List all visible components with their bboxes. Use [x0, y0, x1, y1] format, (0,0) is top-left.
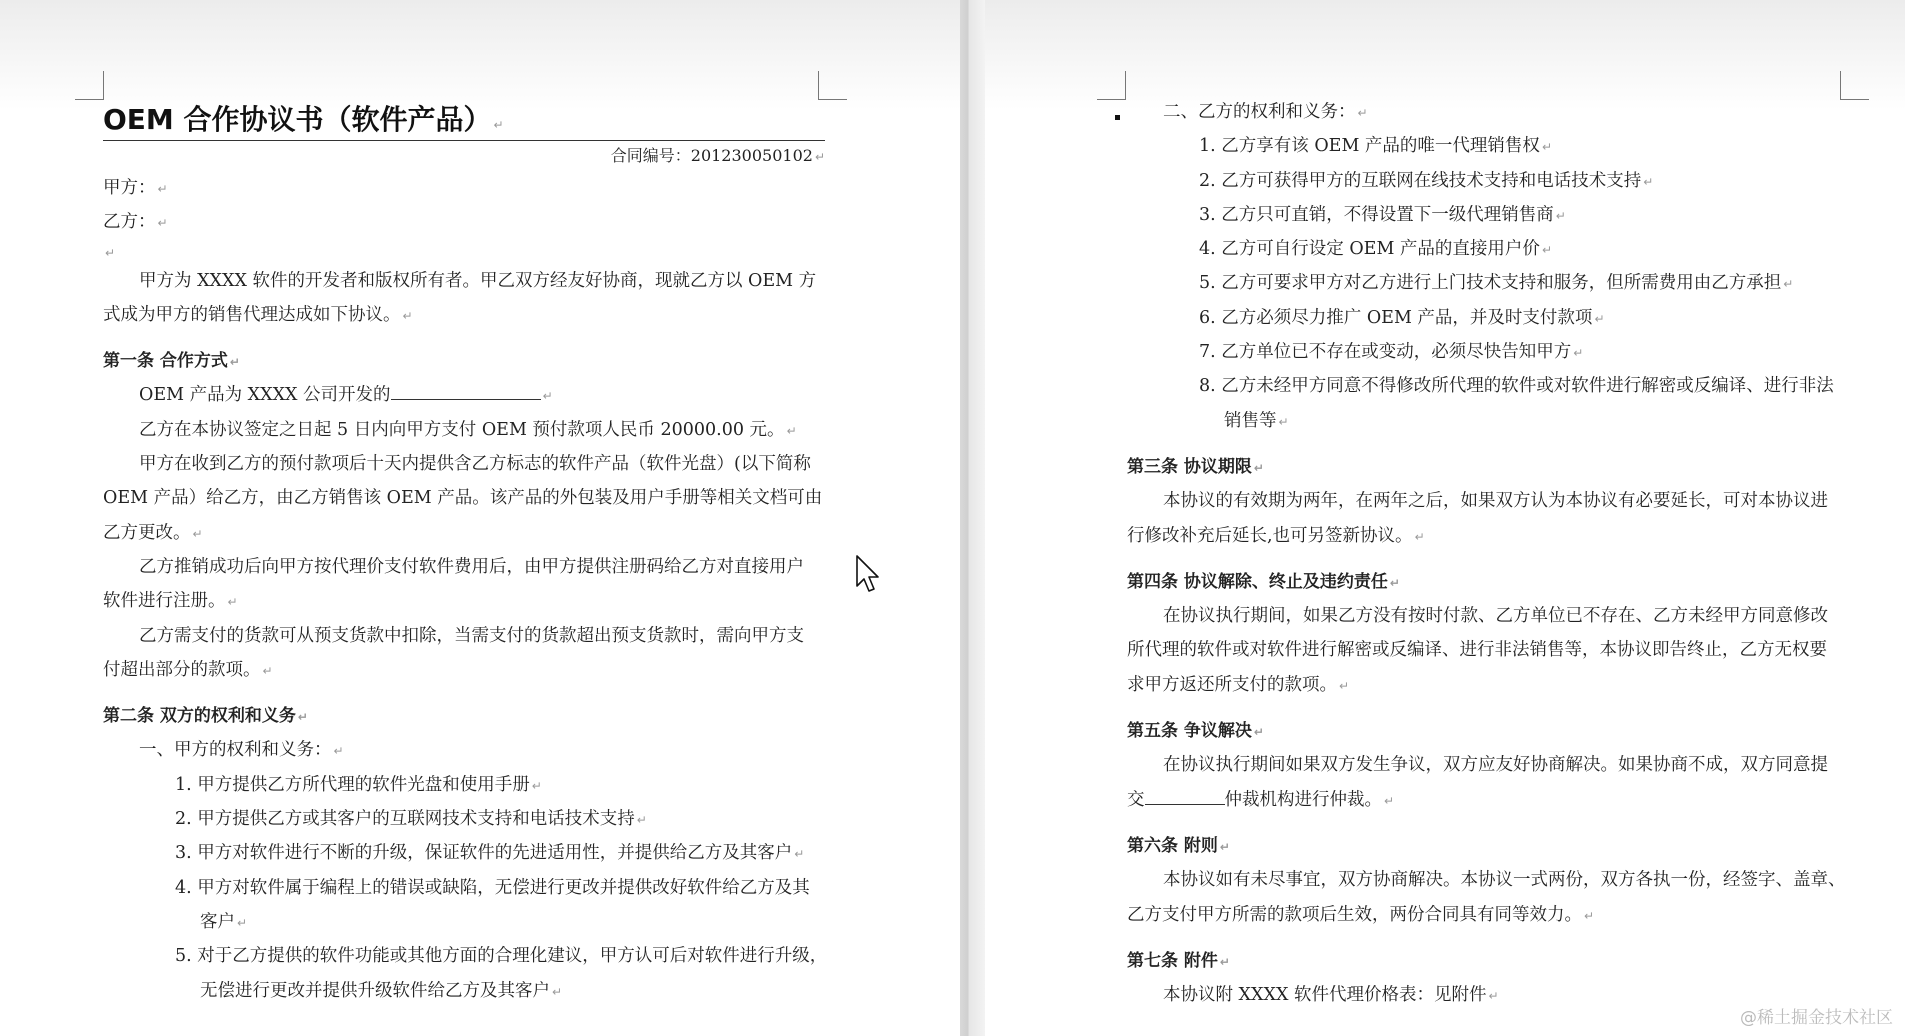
blank-underline: [1145, 786, 1225, 805]
article-1-p4: 乙方推销成功后向甲方按代理价支付软件费用后，由甲方提供注册码给乙方对直接用户: [139, 556, 804, 577]
article-4-p1-end: 求甲方返还所支付的款项。 ↵: [1127, 674, 1350, 695]
list-item: 2. 甲方提供乙方或其客户的互联网技术支持和电话技术支持 ↵: [175, 809, 647, 830]
list-item-cont: 无偿进行更改并提供升级软件给乙方及其客户 ↵: [200, 980, 563, 1001]
contract-number-text: 合同编号：201230050102: [610, 146, 813, 165]
list-item: 1. 甲方提供乙方所代理的软件光盘和使用手册 ↵: [175, 774, 542, 795]
article-3-p1: 本协议的有效期为两年，在两年之后，如果双方认为本协议有必要延长，可对本协议进: [1163, 491, 1828, 512]
article-1-p3: 甲方在收到乙方的预付款项后十天内提供含乙方标志的软件产品（软件光盘）(以下简称: [139, 454, 811, 475]
page-gutter: [960, 0, 985, 1036]
article-4-p1: 在协议执行期间，如果乙方没有按时付款、乙方单位已不存在、乙方未经甲方同意修改: [1163, 606, 1828, 627]
watermark: @稀土掘金技术社区: [1740, 1008, 1893, 1028]
empty-paragraph: ↵: [105, 245, 116, 260]
article-1-p4-cont: 软件进行注册。 ↵: [103, 591, 238, 612]
list-item: 4. 甲方对软件属于编程上的错误或缺陷，无偿进行更改并提供改好软件给乙方及其: [175, 877, 810, 898]
mouse-pointer-icon: [855, 554, 881, 594]
article-5-heading: 第五条 争议解决 ↵: [1127, 721, 1264, 742]
article-7-p1: 本协议附 XXXX 软件代理价格表：见附件 ↵: [1163, 985, 1499, 1006]
document-body[interactable]: [103, 98, 828, 1008]
document-title: OEM 合作协议书（软件产品）: [103, 103, 492, 136]
article-4-heading: 第四条 协议解除、终止及违约责任 ↵: [1127, 571, 1400, 592]
blank-underline: [391, 381, 541, 400]
article-1-p5-cont: 付超出部分的款项。 ↵: [103, 659, 273, 680]
article-1-p5: 乙方需支付的货款可从预支货款中扣除，当需支付的货款超出预支货款时，需向甲方支: [139, 625, 804, 646]
party-a-line: 甲方： ↵: [103, 178, 168, 198]
list-item-cont: 销售等 ↵: [1224, 410, 1289, 431]
list-item-cont: 客户 ↵: [200, 911, 248, 932]
list-item: 8. 乙方未经甲方同意不得修改所代理的软件或对软件进行解密或反编译、进行非法: [1199, 376, 1834, 397]
paragraph-mark-bullet: [1115, 115, 1120, 120]
list-item: 1. 乙方享有该 OEM 产品的唯一代理销售权 ↵: [1199, 136, 1552, 157]
article-3-p1-cont: 行修改补充后延长,也可另签新协议。 ↵: [1127, 525, 1425, 546]
page-corner-mark: [818, 71, 847, 100]
title-block: OEM 合作协议书（软件产品） ↵: [103, 98, 825, 141]
article-1-p3-cont: OEM 产品）给乙方，由乙方销售该 OEM 产品。该产品的外包装及用户手册等相关文档可由: [103, 488, 823, 509]
document-page-right: [985, 0, 1905, 1036]
list-item: 4. 乙方可自行设定 OEM 产品的直接用户价 ↵: [1199, 239, 1552, 260]
party-b-line: 乙方： ↵: [103, 212, 168, 233]
party-b-rights-heading: 二、乙方的权利和义务： ↵: [1163, 102, 1368, 122]
article-2-heading: 第二条 双方的权利和义务 ↵: [103, 706, 308, 727]
list-item: 5. 乙方可要求甲方对乙方进行上门技术支持和服务，但所需费用由乙方承担 ↵: [1199, 273, 1794, 294]
article-6-p1: 本协议如有未尽事宜，双方协商解决。本协议一式两份，双方各执一份，经签字、盖章、: [1163, 870, 1846, 891]
list-item: 7. 乙方单位已不存在或变动，必须尽快告知甲方 ↵: [1199, 342, 1584, 363]
article-5-p1-cont: 交 仲裁机构进行仲裁。 ↵: [1127, 783, 1847, 817]
party-a-rights-heading: 一、甲方的权利和义务： ↵: [139, 740, 344, 761]
intro-paragraph: 甲方为 XXXX 软件的开发者和版权所有者。甲乙双方经友好协商，现就乙方以 OEM 方: [139, 270, 817, 291]
article-1-p2: 乙方在本协议签定之日起 5 日内向甲方支付 OEM 预付款项人民币 20000.00 元。 ↵: [139, 419, 797, 440]
article-6-p1-cont: 乙方支付甲方所需的款项后生效，两份合同具有同等效力。 ↵: [1127, 904, 1595, 925]
article-5-p1: 在协议执行期间如果双方发生争议，双方应友好协商解决。如果协商不成，双方同意提: [1163, 755, 1828, 776]
document-body[interactable]: [1127, 95, 1847, 1012]
article-1-p1: OEM 产品为 XXXX 公司开发的 ↵: [103, 378, 825, 412]
article-6-heading: 第六条 附则 ↵: [1127, 835, 1230, 856]
list-item: 3. 甲方对软件进行不断的升级，保证软件的先进适用性，并提供给乙方及其客户 ↵: [175, 843, 805, 864]
article-7-heading: 第七条 附件 ↵: [1127, 950, 1230, 971]
page-corner-mark: [75, 71, 104, 100]
list-item: 3. 乙方只可直销，不得设置下一级代理销售商 ↵: [1199, 204, 1566, 225]
list-item: 2. 乙方可获得甲方的互联网在线技术支持和电话技术支持 ↵: [1199, 170, 1654, 191]
article-1-heading: 第一条 合作方式 ↵: [103, 351, 240, 372]
article-1-p3-end: 乙方更改。 ↵: [103, 522, 203, 543]
article-3-heading: 第三条 协议期限 ↵: [1127, 456, 1264, 477]
page-top-shade: [0, 0, 960, 110]
list-item: 5. 对于乙方提供的软件功能或其他方面的合理化建议，甲方认可后对软件进行升级，: [175, 946, 828, 967]
article-4-p1-cont: 所代理的软件或对软件进行解密或反编译、进行非法销售等，本协议即告终止，乙方无权要: [1127, 640, 1827, 661]
intro-paragraph-cont: 式成为甲方的销售代理达成如下协议。 ↵: [103, 304, 413, 325]
list-item: 6. 乙方必须尽力推广 OEM 产品，并及时支付款项 ↵: [1199, 307, 1605, 328]
page-corner-mark: [1097, 71, 1126, 100]
contract-number: 合同编号：201230050102 ↵: [610, 146, 825, 165]
